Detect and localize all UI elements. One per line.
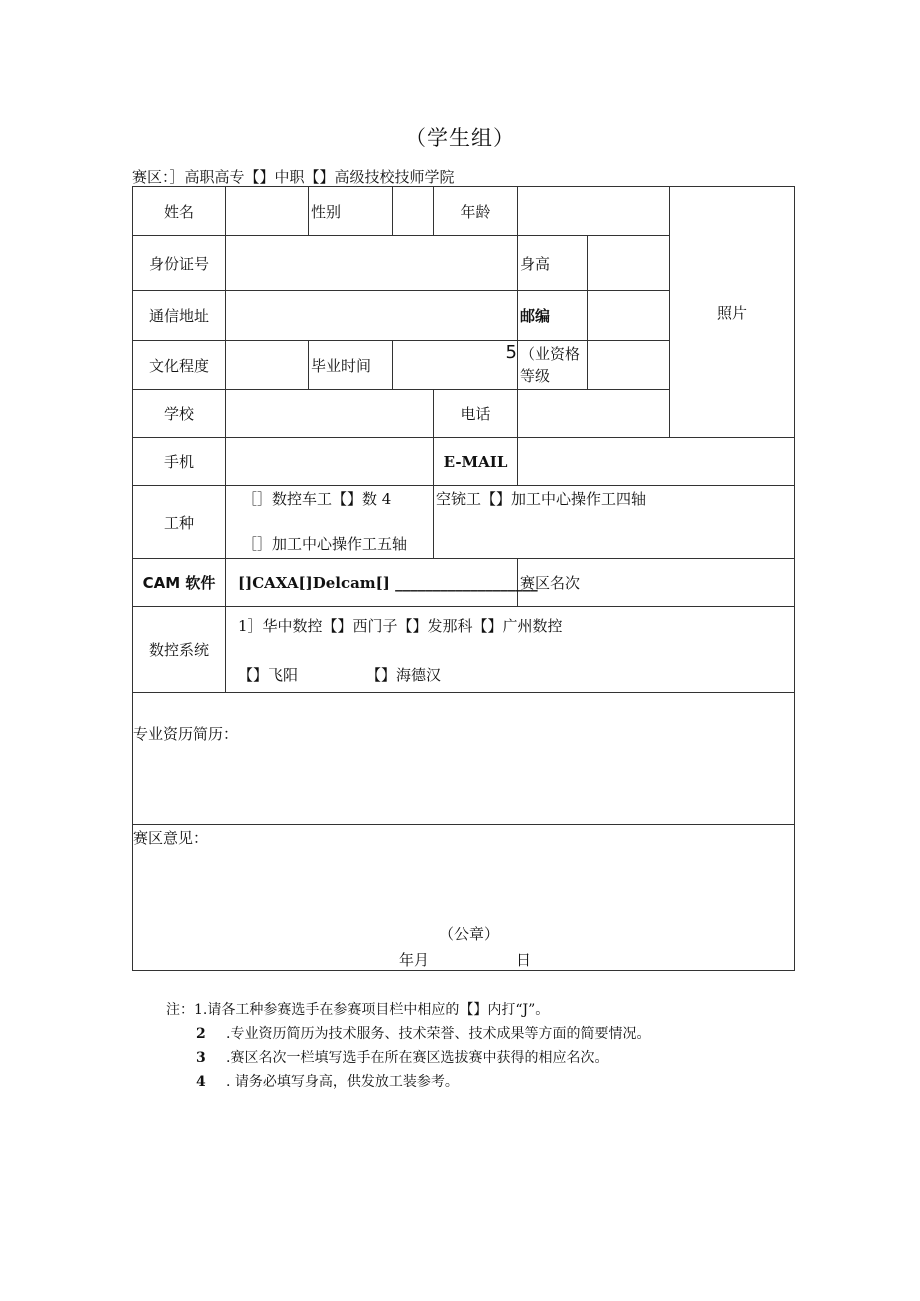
input-address[interactable] [226, 291, 518, 341]
input-school[interactable] [226, 390, 434, 438]
input-postcode[interactable] [588, 291, 670, 341]
input-gender[interactable] [393, 187, 434, 236]
notes [166, 998, 650, 1094]
label-trade: 工种 [133, 486, 226, 559]
label-id-number: 身份证号 [133, 236, 226, 291]
label-mobile: 手机 [133, 438, 226, 486]
input-grad-time[interactable] [393, 341, 518, 390]
input-education[interactable] [226, 341, 309, 390]
registration-form [132, 186, 795, 971]
cnc-option-line1[interactable]: 1］华中数控【】西门子【】发那科【】广州数控 [238, 617, 563, 635]
label-opinion: 赛区意见： [133, 829, 209, 847]
input-age[interactable] [518, 187, 670, 236]
label-height: 身高 [518, 236, 588, 291]
note-index: 注：1. [166, 1002, 208, 1018]
note-text: 请各工种参赛选手在参赛项目栏中相应的【】内打“J”。 [207, 1002, 550, 1018]
qualification-mark: 5 [505, 342, 517, 363]
note-text: .专业资历简历为技术服务、技术荣誉、技术成果等方面的简要情况。 [226, 1026, 651, 1042]
cnc-options[interactable] [226, 607, 795, 693]
trade-options-left[interactable] [226, 486, 434, 559]
label-postcode: 邮编 [518, 291, 588, 341]
note-item [166, 1070, 650, 1094]
label-gender: 性别 [309, 187, 393, 236]
qualification-label-line2: 等级 [520, 367, 551, 385]
note-item [166, 1022, 650, 1046]
input-id-number[interactable] [226, 236, 518, 291]
label-address: 通信地址 [133, 291, 226, 341]
note-index: 2 [196, 1026, 206, 1042]
label-phone: 电话 [434, 390, 518, 438]
input-email[interactable] [518, 438, 795, 486]
label-rank: 赛区名次 [518, 559, 795, 607]
region-line: 赛区：］高职高专【】中职【】高级技校技师学院 [132, 168, 455, 186]
input-height[interactable] [588, 236, 670, 291]
note-index: 4 [196, 1074, 206, 1090]
date-year-month: 年月 [399, 951, 430, 969]
date-day: 日 [516, 951, 532, 969]
label-resume: 专业资历简历： [133, 725, 239, 743]
label-name: 姓名 [133, 187, 226, 236]
seal-label: （公章） [439, 925, 500, 943]
label-age: 年龄 [434, 187, 518, 236]
note-item [166, 998, 650, 1022]
label-school: 学校 [133, 390, 226, 438]
note-index: 3 [196, 1050, 206, 1066]
trade-options-right[interactable] [434, 486, 795, 559]
input-phone[interactable] [518, 390, 670, 438]
label-email: E-MAIL [434, 438, 518, 486]
photo-box[interactable] [670, 187, 795, 438]
input-name[interactable] [226, 187, 309, 236]
qualification-label-line1: （业资格 [520, 345, 581, 363]
label-photo: 照片 [716, 303, 747, 322]
cnc-option-feiyang[interactable]: 【】飞阳 [238, 666, 299, 684]
note-text: . 请务必填写身高，供发放工装参考。 [226, 1074, 459, 1090]
label-cnc: 数控系统 [133, 607, 226, 693]
page-title: （学生组） [405, 126, 515, 150]
note-item [166, 1046, 650, 1070]
trade-option-line2[interactable]: ［］加工中心操作工五轴 [242, 535, 408, 553]
trade-option-line1-right[interactable]: 空铳工【】加工中心操作工四轴 [436, 490, 647, 508]
note-text: .赛区名次一栏填写选手在所在赛区选拔赛中获得的相应名次。 [226, 1050, 609, 1066]
trade-option-line1[interactable]: ［］数控车工【】数 4 [242, 490, 392, 508]
cam-options[interactable]: []CAXA[]Delcam[] ___________________ [226, 559, 518, 607]
resume-box[interactable] [133, 693, 795, 825]
label-grad-time: 毕业时间 [309, 341, 393, 390]
opinion-box[interactable] [133, 825, 795, 971]
label-cam: CAM 软件 [133, 559, 226, 607]
label-education: 文化程度 [133, 341, 226, 390]
cnc-option-line2[interactable] [238, 664, 792, 685]
input-mobile[interactable] [226, 438, 434, 486]
label-qualification [518, 341, 588, 390]
input-qualification[interactable] [588, 341, 670, 390]
cnc-option-heidenhain[interactable]: 【】海德汉 [366, 666, 442, 684]
